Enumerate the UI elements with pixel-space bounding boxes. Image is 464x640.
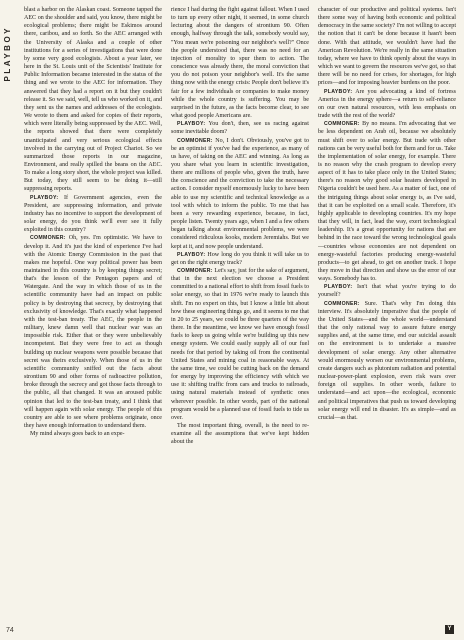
speaker-label: COMMONER:: [30, 235, 66, 242]
paragraph-text: By no means. I'm advocating that we be less dependent on Arab oil, because we absolutely must shift over to solar energy. But trade with other nations can be very useful both for them and for us. Take the implementation of solar energy, for example. There is no reason why the crash program to develop every aspect of it has to take place only in the United States; there's no reason why good solar heaters developed in Nigeria couldn't be used here. As a matter of fact, one of the intriguing things about solar energy is, as I've said, that it can be exploited on a small scale. Therefore, it's highly applicable to developing countries. It's my hope that they will, in fact, lead the way, exert technological leadership. It's a great opportunity for nations that are behind in the race toward the wrong technological goals—countries whose economies are not dependent on energy-wasteful factories producing energy-wasteful products—to get ahead, to get on another track. I hope they move in that direction and show us the error of our ways. Somebody has to.: [318, 121, 456, 283]
interview-paragraph: [318, 300, 456, 422]
page-number: 74: [6, 627, 14, 634]
speaker-label: COMMONER:: [177, 137, 213, 144]
end-mark-icon: Y: [445, 625, 454, 634]
speaker-label: PLAYBOY:: [324, 88, 353, 95]
paragraph-text: Are you advocating a kind of fortress America in the energy sphere—a return to self-reliance on our own natural resources, with less emphasis on trade with the rest of the world?: [318, 88, 456, 120]
interview-paragraph: [318, 283, 456, 299]
column-3: [318, 6, 456, 628]
paragraph-text: You don't, then, see us racing against some inevitable doom?: [171, 121, 309, 136]
paragraph-text: No, I don't. Obviously, you've got to be an optimist if you've had the experience, as many of us have, of taking on the AEC and winning. As long as you share what you learn in scientific investigation, there are millions of people who, given the truth, have the conscience and the conviction to take the necessary action. I consider myself enormously lucky to have been able to use my scientific and technical knowledge as a tool with which to inform the public. To me that has been a very rewarding experience, because, in fact, people listen. Twenty years ago, when I and a few others began talking about environmental problems, we were considered ridiculous kooks, modern Jeremiahs. But we kept at it, and now people understand.: [171, 137, 309, 250]
speaker-label: PLAYBOY:: [177, 121, 206, 128]
body-paragraph: [24, 430, 162, 438]
interview-paragraph: [171, 267, 309, 422]
speaker-label: COMMONER:: [324, 300, 360, 307]
paragraph-text: The most important thing, overall, is the need to re-examine all the assumptions that we've kept hidden about the: [171, 422, 309, 446]
body-paragraph: [171, 6, 309, 120]
body-paragraph: [171, 422, 309, 446]
paragraph-text: If Government agencies, even the President, are suppressing information, and private industry has no incentive to support the development of solar energy, do you think we'll ever see it fully exploited in this country?: [24, 194, 162, 234]
paragraph-text: How long do you think it will take us to get on the right energy track?: [171, 251, 309, 266]
speaker-label: PLAYBOY:: [30, 194, 59, 201]
article-body: [24, 6, 456, 628]
interview-paragraph: [24, 194, 162, 235]
paragraph-text: Isn't that what you're trying to do yourself?: [318, 284, 456, 299]
paragraph-text: rience I had during the fight against fallout. When I used to turn up every other night, it seemed, in some church lecturing about the dangers of strontium 90. Often enough, halfway through the talk, somebody would say, "You mean we're poisoning our neighbor's well?" Once the people understood that, there was no need for an injection of morality to spur them to action. The conscience was already there, the moral conviction that you do not poison your neighbor's well. It's the same thing now with the energy crisis: People don't believe it's fair for a few individuals or companies to make money while the whole country is suffering. You may be surprised in the future, as the facts become clear, to see what good people Americans are.: [171, 7, 309, 120]
interview-paragraph: [171, 120, 309, 136]
paragraph-text: Let's say, just for the sake of argument, that in the next election we choose a President committed to a national effort to shift from fossil fuels to solar energy, so that in 1976 we're ready to launch this shift. I'm no expert on this, but I know a little bit about how these engineering things go, and it seems to me that in 20 to 25 years, we could be three quarters of the way there. In the meantime, we know we have enough fossil fuels to keep us going while we're building up this new energy system. We could easily supply all of our fuel needs for that period by taking oil from the continental United States and mining coal in reasonable ways. At the same time, we could be cutting back on the demand for energy by improving the efficiency with which we use it: shifting traffic from cars and trucks to railroads, using natural materials instead of synthetic ones wherever possible. In other words, part of the national program would be a planned use of fossil fuels to tide us over.: [171, 268, 309, 421]
interview-paragraph: [171, 137, 309, 251]
paragraph-text: Oh, yes. I'm optimistic. We have to develop it. And it's just the kind of experience I've had with the Atomic Energy Commission in the past that makes me hopeful. One way political power has been maintained in this country is by keeping things secret; that's the lesson of the Pentagon papers and of Watergate. And the way in which those of us in the scientific community have had an impact on public policy is by destroying that secrecy, by destroying that exclusivity of knowledge. That's exactly what happened with the test-ban treaty. The AEC, the people in the military, knew damn well that nuclear war was an impossible risk. Either that or they were unbelievably incompetent. But they were free to act as though building up nuclear weapons were possible because that secret was theirs exclusively. When those of us in the scientific community sniffed out the facts about strontium 90 and other forms of radioactive pollution, broke through the secrecy and got those facts through to the public, all that changed. It was an aroused public opinion that led to the test-ban treaty, and I think that will happen again with solar energy. The people of this country are able to see where problems originate, once they have enough information to understand them.: [24, 235, 162, 429]
speaker-label: COMMONER:: [324, 121, 360, 128]
speaker-label: PLAYBOY:: [177, 251, 206, 258]
interview-paragraph: [318, 120, 456, 283]
column-1: [24, 6, 162, 628]
interview-paragraph: [24, 234, 162, 430]
paragraph-text: Sure. That's why I'm doing this interview. It's absolutely imperative that the people of the United States—and the whole world—understand that the only rational way to assure future energy supplies and, at the same time, end our suicidal assault on the environment is to undertake a massive development of solar energy. Any other alternative would enormously worsen our environmental problems, create dangers such as plutonium radiation and potential nuclear-power-plant explosion, even risk wars over foreign oil supplies. In other words, failure to understand—and act upon—the ecological, economic and political imperatives that push us toward developing solar energy will end in disaster. It's as simple—and as crucial—as that.: [318, 300, 456, 421]
interview-paragraph: [171, 251, 309, 267]
body-paragraph: [24, 6, 162, 194]
speaker-label: COMMONER:: [177, 268, 213, 274]
paragraph-text: character of our productive and political systems. Isn't there some way of having both economic and political democracy in the same society? I'm not willing to accept the notion that it can't be done because it hasn't been done. With that attitude, we wouldn't have had the American Revolution. We're really in the same situation today, where we have to think openly about the ways in which we want to govern the resources we've got, so that there will be no need for crises, for shortages, for high prices—and for imposing heavier burdens on the poor.: [318, 7, 456, 87]
section-label: PLAYBOY: [3, 26, 12, 82]
paragraph-text: blast a harbor on the Alaskan coast. Someone tapped the AEC on the shoulder and said, you know, there might be ecological problems; there might be Eskimos around there, caribou, and so forth. So the AEC arranged with the University of Alaska and a couple of other institutions for a series of investigations that were done by some very good ecologists. About a year later, we here in the St. Louis unit of the Scientists' Institute for Public Information became interested in the status of the thing and we wrote to the AEC for information. They answered that they had a report on it but they couldn't release it. So we said, well, tell us who worked on it, and they sent us the names and addresses of the ecologists. We wrote to them and asked for copies of their reports, which were literally being suppressed by the AEC. Well, the reports showed that there were completely unanticipated and very serious ecological effects involved in the carrying out of Project Chariot. So we summarized those reports in our magazine, Environment, and really spilled the beans on the AEC. To make a long story short, the whole project was killed. But today, they still seem to be doing it—still suppressing reports.: [24, 7, 162, 193]
interview-paragraph: [318, 88, 456, 121]
paragraph-text: My mind always goes back to an expe-: [30, 431, 125, 438]
body-paragraph: [318, 6, 456, 88]
speaker-label: PLAYBOY:: [324, 284, 353, 291]
column-2: [171, 6, 309, 628]
